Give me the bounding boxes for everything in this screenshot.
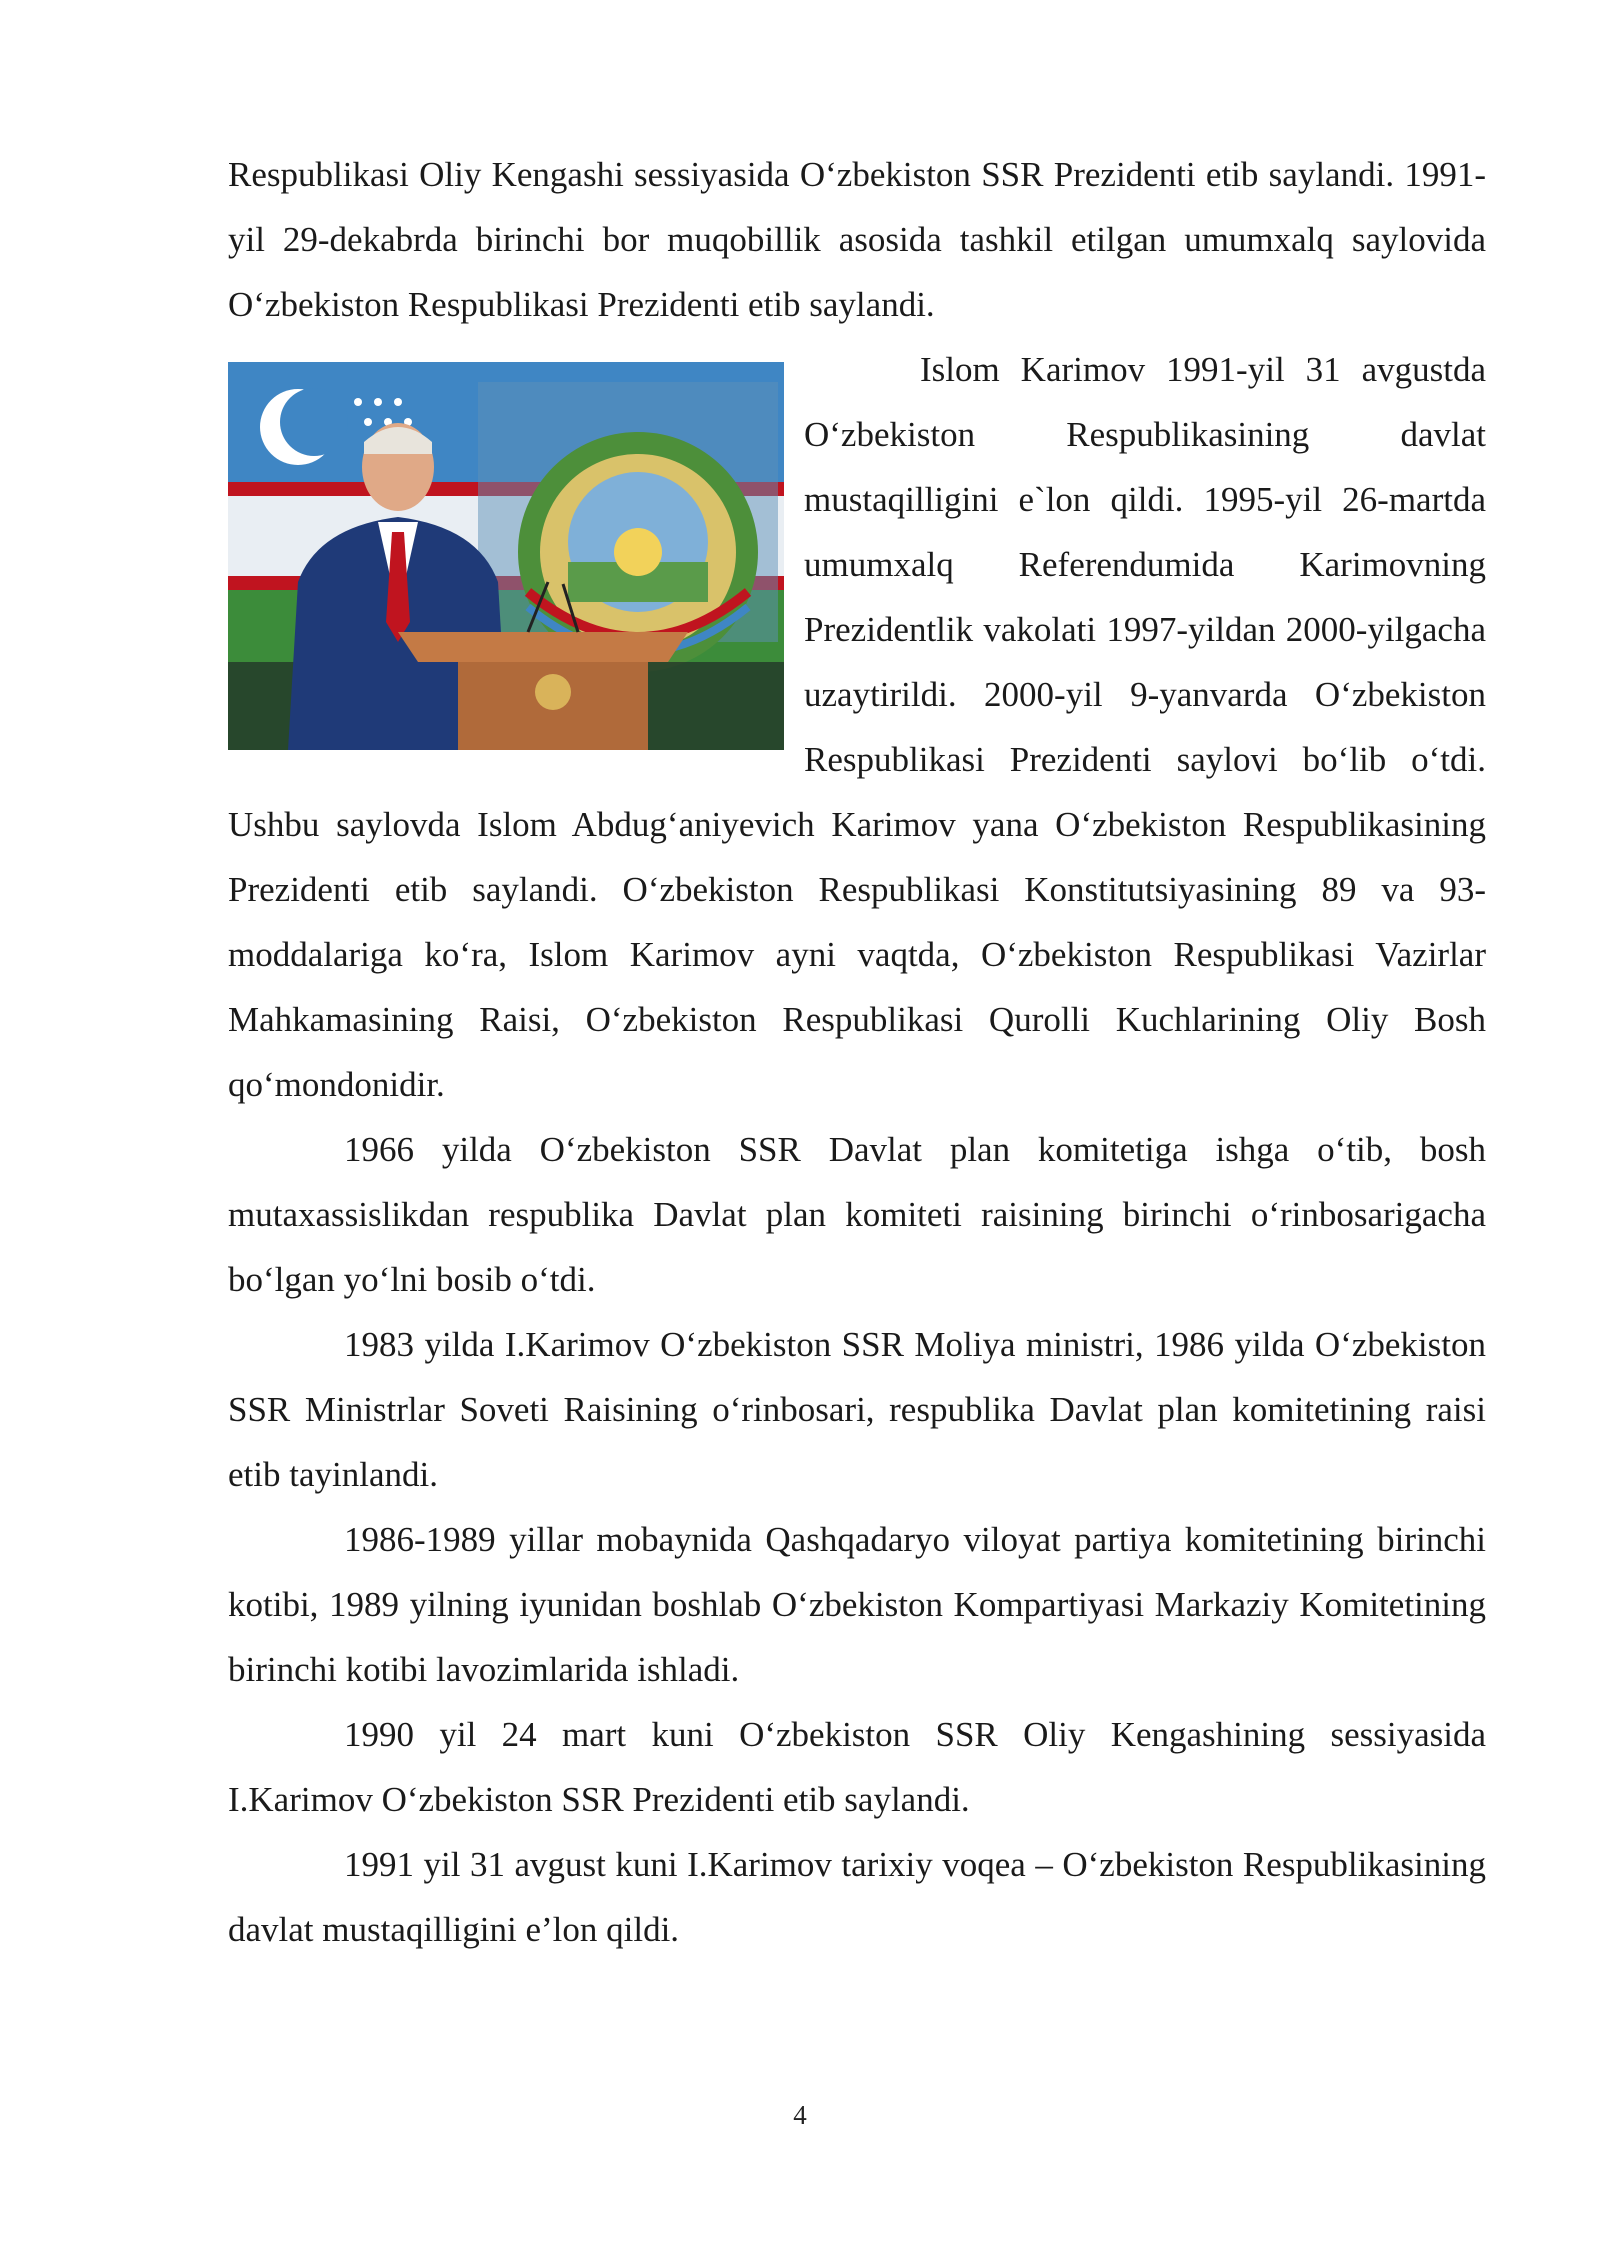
body-text — [228, 142, 1486, 1962]
page-number: 4 — [793, 2100, 807, 2130]
paragraph-4: 1983 yilda I.Karimov O‘zbekiston SSR Moliya ministri, 1986 yilda O‘zbekiston SSR Ministrlar Soveti Raisining o‘rinbosari, respublika Davlat plan komitetining raisi etib tayinlandi. — [228, 1325, 1486, 1494]
paragraph-3: 1966 yilda O‘zbekiston SSR Davlat plan komitetiga ishga o‘tib, bosh mutaxassislikdan respublika Davlat plan komiteti raisining birinchi o‘rinbosarigacha bo‘lgan yo‘lni bosib o‘tdi. — [228, 1130, 1486, 1299]
paragraph-1: Respublikasi Oliy Kengashi sessiyasida O‘zbekiston SSR Prezidenti etib saylandi. 1991-yil 29-dekabrda birinchi bor muqobillik asosida tashkil etilgan umumxalq saylovida O‘zbekiston Respublikasi Prezidenti etib saylandi. — [228, 155, 1486, 324]
paragraph-6: 1990 yil 24 mart kuni O‘zbekiston SSR Oliy Kengashining sessiyasida I.Karimov O‘zbekiston SSR Prezidenti etib saylandi. — [228, 1715, 1486, 1819]
paragraph-5: 1986-1989 yillar mobaynida Qashqadaryo viloyat partiya komitetining birinchi kotibi, 1989 yilning iyunidan boshlab O‘zbekiston Kompartiyasi Markaziy Komitetining birinchi kotibi lavozimlarida ishladi. — [228, 1520, 1486, 1689]
paragraph-2: Islom Karimov 1991-yil 31 avgustda O‘zbekiston Respublikasining davlat mustaqilligini e`lon qildi. 1995-yil 26-martda umumxalq Referendumida Karimovning Prezidentlik vakolati 1997-yildan 2000-yilgacha uzaytirildi. 2000-yil 9-yanvarda O‘zbekiston Respublikasi Prezidenti saylovi bo‘lib o‘tdi. Ushbu saylovda Islom Abdug‘aniyevich Karimov yana O‘zbekiston Respublikasining Prezidenti etib saylandi. O‘zbekiston Respublikasi Konstitutsiyasining 89 va 93-moddalariga ko‘ra, Islom Karimov ayni vaqtda, O‘zbekiston Respublikasi Vazirlar Mahkamasining Raisi, O‘zbekiston Respublikasi Qurolli Kuchlarining Oliy Bosh qo‘mondonidir. — [228, 350, 1486, 1104]
photo-president-at-podium — [228, 362, 784, 750]
paragraph-7: 1991 yil 31 avgust kuni I.Karimov tarixiy voqea – O‘zbekiston Respublikasining davlat mustaqilligini e’lon qildi. — [228, 1845, 1486, 1949]
